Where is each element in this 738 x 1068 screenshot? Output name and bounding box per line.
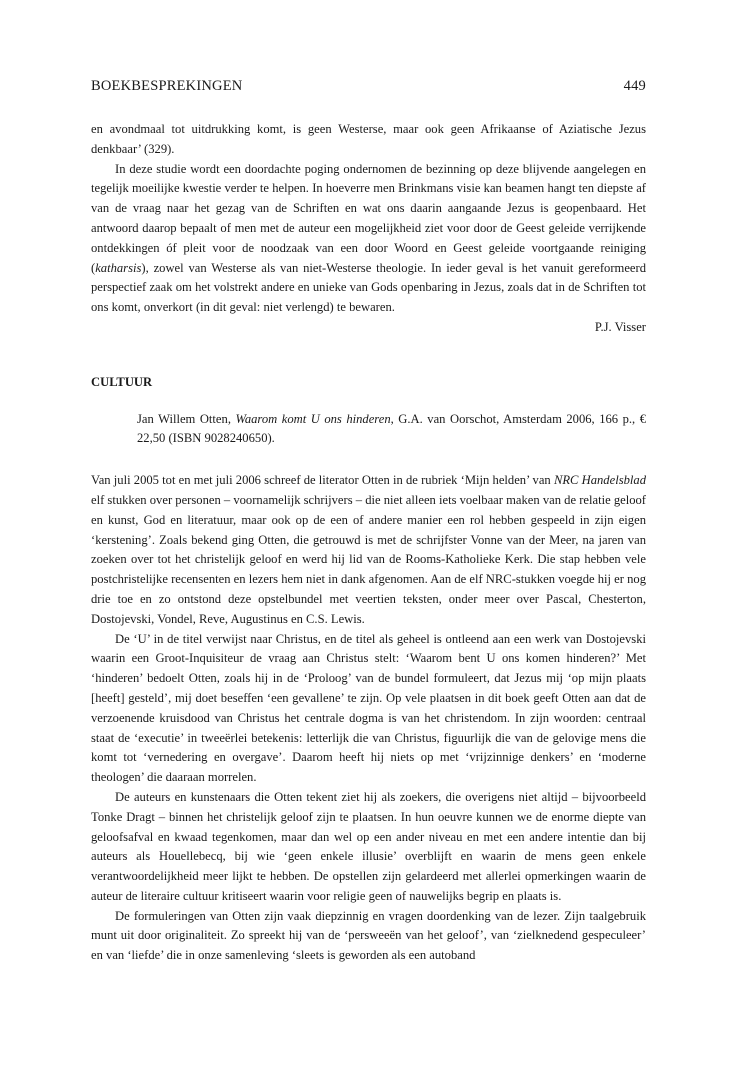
review2-paragraph-3: De auteurs en kunstenaars die Otten tekent ziet hij als zoekers, die overigens niet altijd – bijvoorbeeld Tonke Dragt – binnen het christelijk geloof zijn te plaatsen. In hun oeuvre kunnen we de enorme diepte van geloofsafval en kwaad tegenkomen, maar dan wel op een ander niveau en met een andere intentie dan bij auteurs als Houellebecq, bij wie ‘geen enkele illusie’ overblijft en waarin de mens geen enkele verantwoordelijkheid meer lijkt te hebben. De opstellen zijn gelardeerd met allerlei opmerkingen waarin de auteur de literaire cultuur kritiseert waarin voor religie geen of nauwelijks begrip en plaats is. [91,789,646,903]
book-author: Jan Willem Otten, [137,411,236,426]
review2-paragraph-4: De formuleringen van Otten zijn vaak diepzinnig en vragen doordenking van de lezer. Zijn taalgebruik munt uit door originaliteit. Zo spreekt hij van de ‘persweeën van het geloof’, van ‘zielknedend gespeculeer’ en van ‘liefde’ die in onze samenleving ‘sleets is geworden als een autoband [91,908,646,963]
review1-paragraph-1: en avondmaal tot uitdrukking komt, is geen Westerse, maar ook geen Afrikaanse of Aziatische Jezus denkbaar’ (329). [91,122,646,156]
review1-paragraph-2: In deze studie wordt een doordachte poging ondernomen de bezinning op deze blijvende aangelegen en tegelijk moeilijke kwestie verder te helpen. In hoeverre men Brinkmans visie kan beamen hangt ten diepste af van de vraag naar het gezag van de Schriften en wat ons daarin aangaande Jezus is geopenbaard. Het antwoord daarop bepaalt of men met de auteur een mogelijkheid ziet voor door de Geest geleide verrijkende ontdekkingen óf pleit voor de noodzaak van een door Woord en Geest geleide voortgaande reiniging (katharsis), zowel van Westerse als van niet-Westerse theologie. In ieder geval is het vanuit gereformeerd perspectief zaak om het volstrekt andere en unieke van Gods openbaring in Jezus, zoals dat in de Schriften tot ons komt, onverkort (in dit geval: niet verlengd) te bewaren. [91,161,646,315]
book-details: , G.A. van Oorschot, Amsterdam 2006, 166 p., € 22,50 (ISBN 9028240650). [137,411,647,446]
book-title: Waarom komt U ons hinderen [235,411,391,426]
section-heading: CULTUUR [91,374,153,389]
page-number: 449 [623,78,646,94]
newspaper-title: NRC Handelsblad [553,473,646,488]
review2-paragraph-2: De ‘U’ in de titel verwijst naar Christus, en de titel als geheel is ontleend aan een werk van Dostojevski waarin een Groot-Inquisiteur de vraag aan Christus stelt: ‘Waarom bent U ons komen hinderen?’ Met ‘hinderen’ bedoelt Otten, zoals hij in de ‘Proloog’ van de bundel formuleert, dat Jezus mij ‘op mijn plaats [heeft] gesteld’, mij doet beseffen ‘een gevallene’ te zijn. Op vele plaatsen in dit boek geeft Otten aan dat de verzoenende kruisdood van Christus het centrale dogma is van het christendom. In zijn woorden: centraal staat de ‘executie’ in tweeërlei betekenis: letterlijk die van Christus, figuurlijk die van de gelovige mens die komt tot ‘vernedering en overgave’. Daarom heeft hij niets op met ‘vrijzinnige denkers’ en ‘moderne theologen’ die daaraan morrelen. [91,631,646,785]
page-body [91,120,646,966]
italic-term: katharsis [95,260,142,275]
running-header [91,78,646,98]
review2-paragraph-1: Van juli 2005 tot en met juli 2006 schreef de literator Otten in de rubriek ‘Mijn helden’ van NRC Handelsblad elf stukken over personen – voornamelijk schrijvers – die niet alleen iets voelbaar maken van de relatie geloof en kunst, God en literatuur, maar ook op de een of andere manier een rol hebben gespeeld in zijn eigen ‘kerstening’. Zoals bekend ging Otten, die getrouwd is met de schrijfster Vonne van der Meer, na jaren van zoeken over tot het christelijk geloof en werd hij lid van de Rooms-Katholieke Kerk. Die stap hebben vele postchristelijke recensenten en lezers hem niet in dank afgenomen. Aan de elf NRC-stukken voegde hij er nog drie toe en zo ontstond deze opstelbundel met veertien teksten, onder meer over Pascal, Chesterton, Dostojevski, Vondel, Reve, Augustinus en C.S. Lewis. [91,473,646,626]
reviewer-signature: P.J. Visser [594,319,646,334]
review2 [91,471,646,966]
running-title: BOEKBESPREKINGEN [91,78,243,94]
book-reference [137,410,646,450]
